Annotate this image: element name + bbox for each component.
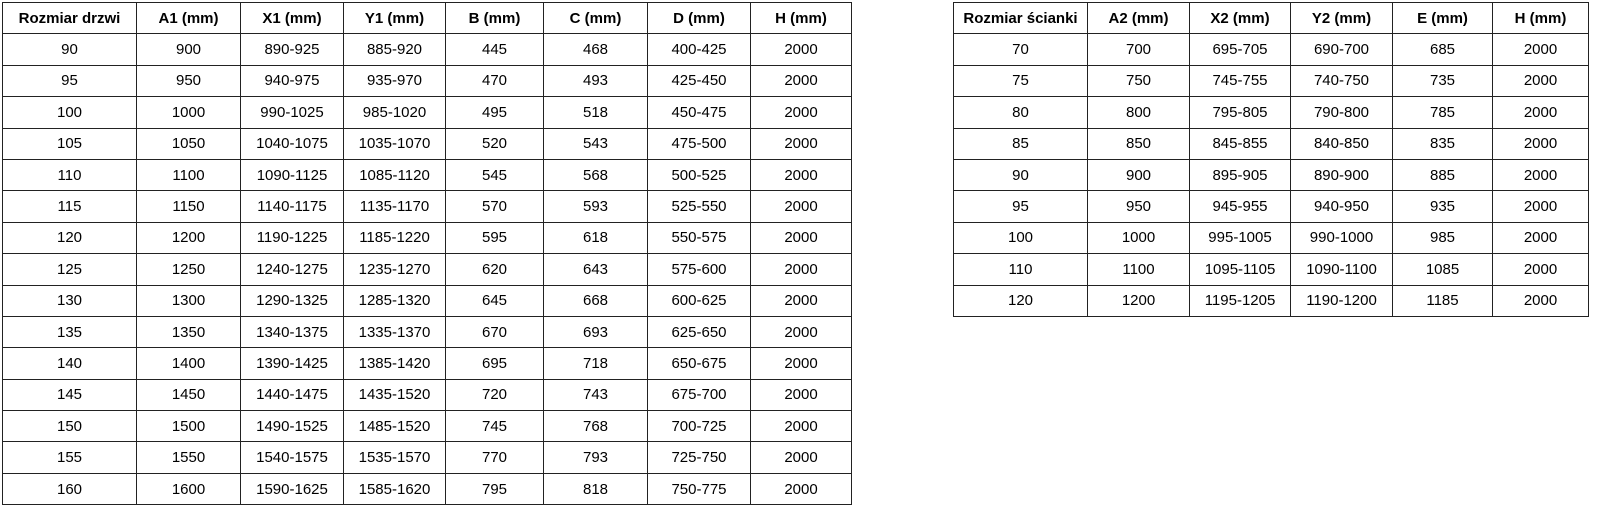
table-cell: 1140-1175 <box>241 191 344 222</box>
table-cell: 693 <box>544 316 648 347</box>
table-cell: 1085 <box>1393 254 1493 285</box>
table-cell: 470 <box>446 65 544 96</box>
table-cell: 740-750 <box>1291 65 1393 96</box>
table-cell: 675-700 <box>648 379 751 410</box>
table-cell: 450-475 <box>648 97 751 128</box>
table-cell: 768 <box>544 411 648 442</box>
table-cell: 1335-1370 <box>344 316 446 347</box>
column-header: D (mm) <box>648 3 751 34</box>
table-cell: 518 <box>544 97 648 128</box>
table-row <box>3 222 852 253</box>
table-cell: 643 <box>544 254 648 285</box>
table-cell: 990-1025 <box>241 97 344 128</box>
table-cell: 1500 <box>137 411 241 442</box>
table-cell: 1035-1070 <box>344 128 446 159</box>
table-cell: 835 <box>1393 128 1493 159</box>
table-cell: 1100 <box>137 159 241 190</box>
table-cell: 85 <box>954 128 1088 159</box>
table-cell: 1200 <box>137 222 241 253</box>
table-cell: 150 <box>3 411 137 442</box>
table-cell: 800 <box>1088 97 1190 128</box>
table-cell: 900 <box>1088 159 1190 190</box>
table-row <box>954 65 1589 96</box>
table-cell: 568 <box>544 159 648 190</box>
table-cell: 493 <box>544 65 648 96</box>
table-cell: 818 <box>544 473 648 504</box>
table-cell: 1435-1520 <box>344 379 446 410</box>
table-cell: 995-1005 <box>1190 222 1291 253</box>
wall-sizes-table-header <box>954 3 1589 34</box>
table-cell: 785 <box>1393 97 1493 128</box>
table-cell: 985-1020 <box>344 97 446 128</box>
table-cell: 645 <box>446 285 544 316</box>
table-cell: 985 <box>1393 222 1493 253</box>
table-cell: 795-805 <box>1190 97 1291 128</box>
table-cell: 90 <box>954 159 1088 190</box>
table-cell: 890-925 <box>241 34 344 65</box>
table-cell: 95 <box>3 65 137 96</box>
table-cell: 2000 <box>1493 65 1589 96</box>
table-row <box>3 316 852 347</box>
table-cell: 595 <box>446 222 544 253</box>
table-row <box>954 128 1589 159</box>
table-cell: 2000 <box>751 348 852 379</box>
table-cell: 445 <box>446 34 544 65</box>
table-cell: 2000 <box>751 34 852 65</box>
table-row <box>3 34 852 65</box>
table-cell: 80 <box>954 97 1088 128</box>
table-cell: 575-600 <box>648 254 751 285</box>
table-cell: 130 <box>3 285 137 316</box>
column-header: Y2 (mm) <box>1291 3 1393 34</box>
table-cell: 1400 <box>137 348 241 379</box>
table-cell: 2000 <box>1493 34 1589 65</box>
table-row <box>3 442 852 473</box>
table-cell: 495 <box>446 97 544 128</box>
table-cell: 543 <box>544 128 648 159</box>
table-cell: 1340-1375 <box>241 316 344 347</box>
table-cell: 115 <box>3 191 137 222</box>
table-cell: 1040-1075 <box>241 128 344 159</box>
table-cell: 110 <box>3 159 137 190</box>
table-row <box>3 348 852 379</box>
table-cell: 570 <box>446 191 544 222</box>
table-cell: 2000 <box>1493 191 1589 222</box>
table-cell: 750 <box>1088 65 1190 96</box>
table-cell: 1250 <box>137 254 241 285</box>
table-cell: 790-800 <box>1291 97 1393 128</box>
table-cell: 1090-1100 <box>1291 254 1393 285</box>
table-cell: 1300 <box>137 285 241 316</box>
table-cell: 2000 <box>751 222 852 253</box>
table-cell: 1185-1220 <box>344 222 446 253</box>
column-header: H (mm) <box>1493 3 1589 34</box>
table-cell: 525-550 <box>648 191 751 222</box>
table-cell: 895-905 <box>1190 159 1291 190</box>
table-cell: 1350 <box>137 316 241 347</box>
table-cell: 650-675 <box>648 348 751 379</box>
table-cell: 2000 <box>751 285 852 316</box>
table-cell: 885 <box>1393 159 1493 190</box>
table-cell: 1600 <box>137 473 241 504</box>
table-cell: 750-775 <box>648 473 751 504</box>
table-cell: 935-970 <box>344 65 446 96</box>
table-cell: 618 <box>544 222 648 253</box>
table-cell: 950 <box>1088 191 1190 222</box>
table-cell: 1150 <box>137 191 241 222</box>
table-row <box>3 97 852 128</box>
table-cell: 2000 <box>1493 254 1589 285</box>
table-cell: 125 <box>3 254 137 285</box>
table-cell: 1195-1205 <box>1190 285 1291 316</box>
table-cell: 850 <box>1088 128 1190 159</box>
table-row <box>954 254 1589 285</box>
table-cell: 1450 <box>137 379 241 410</box>
table-cell: 793 <box>544 442 648 473</box>
table-row <box>954 222 1589 253</box>
table-cell: 950 <box>137 65 241 96</box>
table-cell: 2000 <box>751 473 852 504</box>
table-row <box>954 97 1589 128</box>
door-sizes-table <box>2 2 852 505</box>
table-cell: 2000 <box>751 316 852 347</box>
table-cell: 2000 <box>751 191 852 222</box>
table-cell: 1050 <box>137 128 241 159</box>
table-cell: 1190-1200 <box>1291 285 1393 316</box>
table-cell: 2000 <box>1493 128 1589 159</box>
table-cell: 2000 <box>751 411 852 442</box>
table-cell: 1440-1475 <box>241 379 344 410</box>
table-cell: 718 <box>544 348 648 379</box>
table-cell: 725-750 <box>648 442 751 473</box>
table-cell: 1385-1420 <box>344 348 446 379</box>
table-cell: 593 <box>544 191 648 222</box>
table-cell: 1095-1105 <box>1190 254 1291 285</box>
table-cell: 1185 <box>1393 285 1493 316</box>
table-cell: 600-625 <box>648 285 751 316</box>
header-row <box>954 3 1589 34</box>
table-cell: 2000 <box>1493 285 1589 316</box>
table-cell: 140 <box>3 348 137 379</box>
column-header: Rozmiar ścianki <box>954 3 1088 34</box>
table-cell: 690-700 <box>1291 34 1393 65</box>
table-cell: 400-425 <box>648 34 751 65</box>
table-cell: 2000 <box>751 128 852 159</box>
table-cell: 890-900 <box>1291 159 1393 190</box>
column-header: A2 (mm) <box>1088 3 1190 34</box>
table-cell: 625-650 <box>648 316 751 347</box>
table-cell: 2000 <box>751 65 852 96</box>
table-cell: 1390-1425 <box>241 348 344 379</box>
table-cell: 100 <box>954 222 1088 253</box>
table-cell: 695 <box>446 348 544 379</box>
table-cell: 845-855 <box>1190 128 1291 159</box>
table-cell: 700 <box>1088 34 1190 65</box>
table-cell: 745 <box>446 411 544 442</box>
table-cell: 95 <box>954 191 1088 222</box>
table-cell: 945-955 <box>1190 191 1291 222</box>
table-cell: 935 <box>1393 191 1493 222</box>
table-cell: 2000 <box>751 97 852 128</box>
table-cell: 1490-1525 <box>241 411 344 442</box>
table-cell: 2000 <box>1493 222 1589 253</box>
table-row <box>954 159 1589 190</box>
table-cell: 1085-1120 <box>344 159 446 190</box>
table-cell: 520 <box>446 128 544 159</box>
table-cell: 100 <box>3 97 137 128</box>
table-cell: 900 <box>137 34 241 65</box>
table-row <box>954 191 1589 222</box>
table-cell: 500-525 <box>648 159 751 190</box>
table-cell: 1000 <box>137 97 241 128</box>
table-cell: 770 <box>446 442 544 473</box>
column-header: Y1 (mm) <box>344 3 446 34</box>
table-cell: 75 <box>954 65 1088 96</box>
table-cell: 885-920 <box>344 34 446 65</box>
table-cell: 90 <box>3 34 137 65</box>
table-cell: 1550 <box>137 442 241 473</box>
wall-sizes-table <box>953 2 1589 317</box>
column-header: B (mm) <box>446 3 544 34</box>
table-cell: 1540-1575 <box>241 442 344 473</box>
table-row <box>3 379 852 410</box>
table-cell: 160 <box>3 473 137 504</box>
table-cell: 940-950 <box>1291 191 1393 222</box>
column-header: C (mm) <box>544 3 648 34</box>
table-cell: 620 <box>446 254 544 285</box>
table-cell: 735 <box>1393 65 1493 96</box>
table-row <box>3 285 852 316</box>
table-row <box>3 411 852 442</box>
table-cell: 1285-1320 <box>344 285 446 316</box>
table-cell: 1000 <box>1088 222 1190 253</box>
table-cell: 840-850 <box>1291 128 1393 159</box>
table-cell: 1200 <box>1088 285 1190 316</box>
column-header: H (mm) <box>751 3 852 34</box>
wall-sizes-table-body <box>954 34 1589 317</box>
header-row <box>3 3 852 34</box>
table-cell: 468 <box>544 34 648 65</box>
table-cell: 145 <box>3 379 137 410</box>
table-cell: 2000 <box>751 159 852 190</box>
table-cell: 1135-1170 <box>344 191 446 222</box>
table-cell: 700-725 <box>648 411 751 442</box>
column-header: A1 (mm) <box>137 3 241 34</box>
table-cell: 155 <box>3 442 137 473</box>
table-cell: 70 <box>954 34 1088 65</box>
column-header: X2 (mm) <box>1190 3 1291 34</box>
table-cell: 695-705 <box>1190 34 1291 65</box>
table-row <box>3 65 852 96</box>
table-cell: 795 <box>446 473 544 504</box>
table-cell: 1100 <box>1088 254 1190 285</box>
table-cell: 1090-1125 <box>241 159 344 190</box>
table-cell: 1485-1520 <box>344 411 446 442</box>
table-cell: 105 <box>3 128 137 159</box>
table-row <box>3 254 852 285</box>
table-cell: 110 <box>954 254 1088 285</box>
table-cell: 1240-1275 <box>241 254 344 285</box>
table-row <box>954 34 1589 65</box>
table-row <box>954 285 1589 316</box>
table-cell: 743 <box>544 379 648 410</box>
table-cell: 745-755 <box>1190 65 1291 96</box>
table-cell: 990-1000 <box>1291 222 1393 253</box>
column-header: E (mm) <box>1393 3 1493 34</box>
table-cell: 425-450 <box>648 65 751 96</box>
table-row <box>3 191 852 222</box>
table-cell: 1235-1270 <box>344 254 446 285</box>
table-cell: 2000 <box>751 254 852 285</box>
table-cell: 1535-1570 <box>344 442 446 473</box>
table-cell: 1585-1620 <box>344 473 446 504</box>
table-cell: 2000 <box>1493 97 1589 128</box>
table-cell: 545 <box>446 159 544 190</box>
table-cell: 685 <box>1393 34 1493 65</box>
column-header: Rozmiar drzwi <box>3 3 137 34</box>
table-row <box>3 473 852 504</box>
table-cell: 1590-1625 <box>241 473 344 504</box>
table-cell: 2000 <box>1493 159 1589 190</box>
table-cell: 2000 <box>751 442 852 473</box>
table-cell: 940-975 <box>241 65 344 96</box>
table-row <box>3 159 852 190</box>
table-cell: 120 <box>3 222 137 253</box>
table-cell: 720 <box>446 379 544 410</box>
table-cell: 1290-1325 <box>241 285 344 316</box>
table-row <box>3 128 852 159</box>
table-cell: 550-575 <box>648 222 751 253</box>
door-sizes-table-body <box>3 34 852 505</box>
table-cell: 475-500 <box>648 128 751 159</box>
table-cell: 120 <box>954 285 1088 316</box>
table-cell: 135 <box>3 316 137 347</box>
door-sizes-table-header <box>3 3 852 34</box>
table-cell: 1190-1225 <box>241 222 344 253</box>
table-cell: 670 <box>446 316 544 347</box>
table-cell: 2000 <box>751 379 852 410</box>
column-header: X1 (mm) <box>241 3 344 34</box>
table-cell: 668 <box>544 285 648 316</box>
